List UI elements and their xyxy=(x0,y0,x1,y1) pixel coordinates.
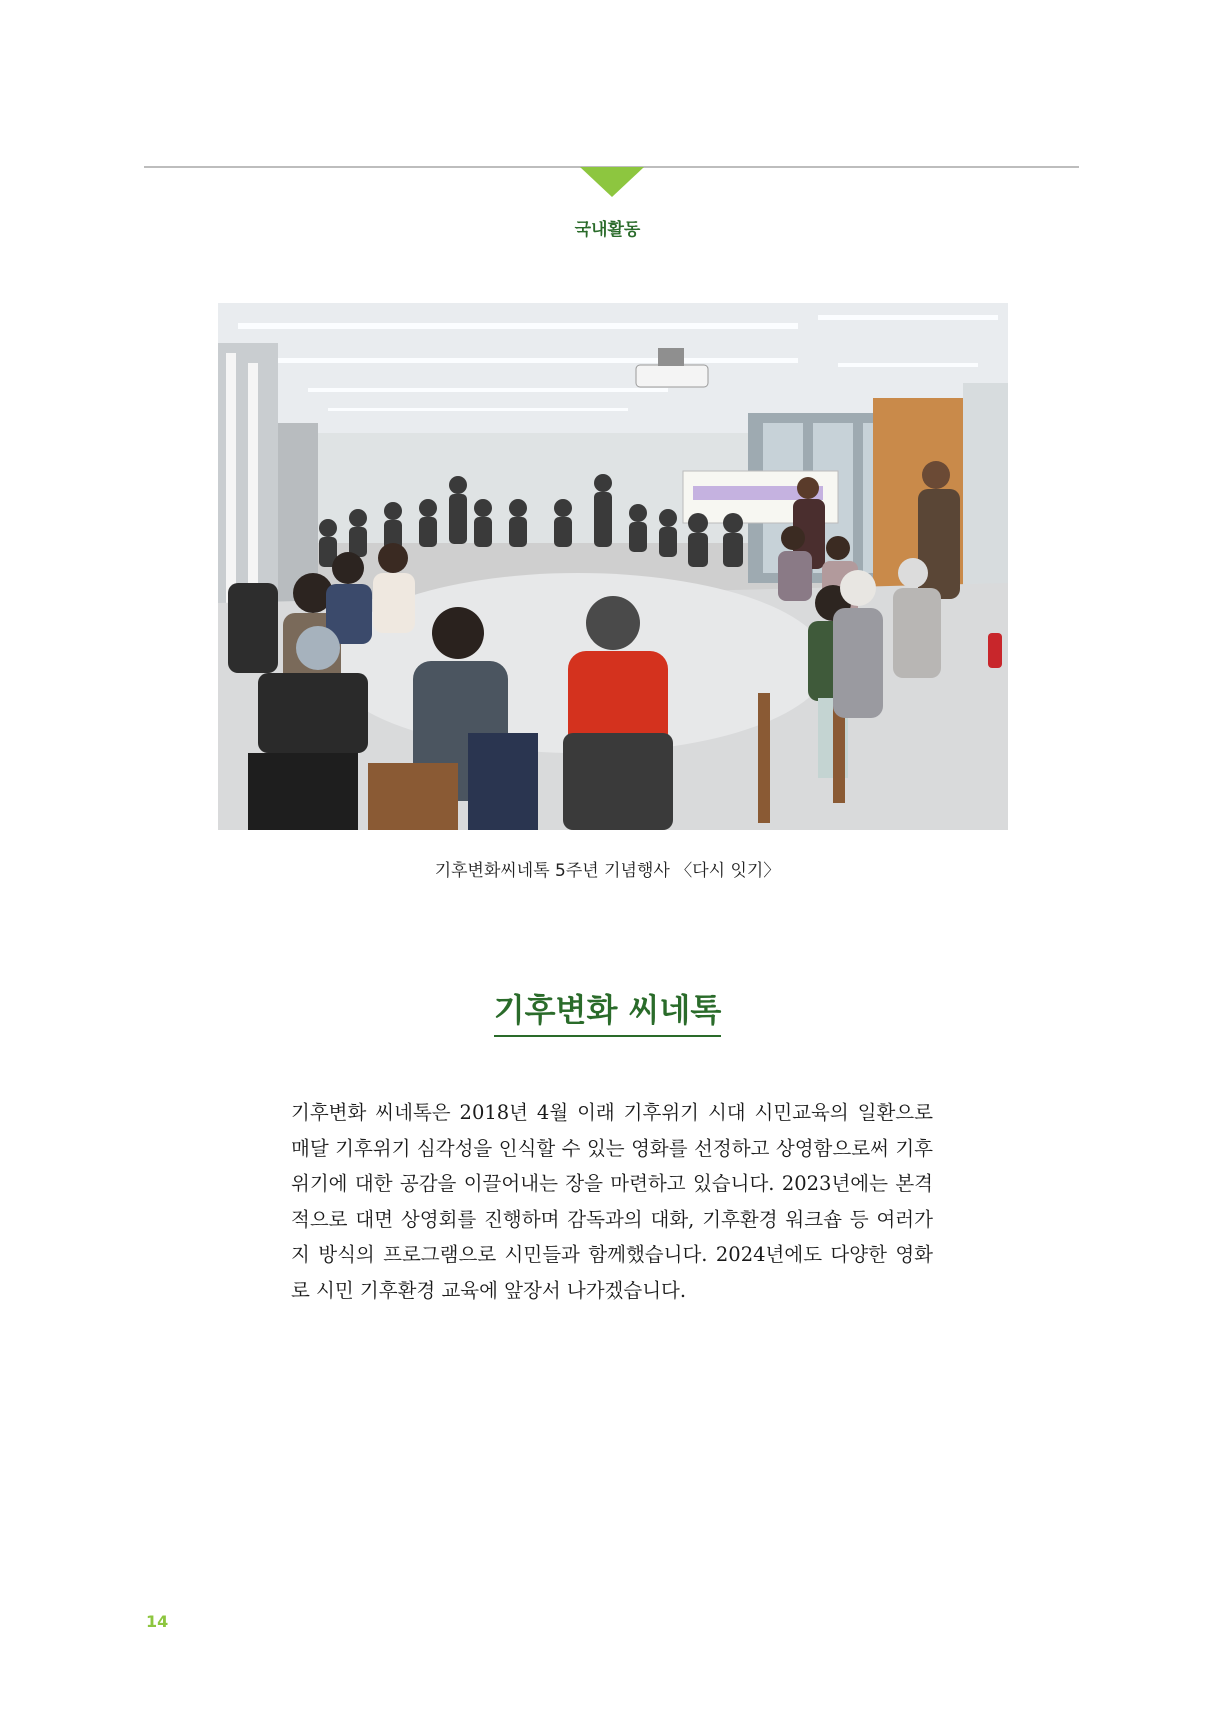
section-label: 국내활동 xyxy=(574,220,641,240)
page-number: 14 xyxy=(146,1612,169,1631)
article-title-wrapper xyxy=(0,985,1215,1037)
article-title: 기후변화 씨네톡 xyxy=(494,985,722,1037)
photo-caption: 기후변화씨네톡 5주년 기념행사 〈다시 잇기〉 xyxy=(434,861,781,881)
event-photo xyxy=(218,303,1008,830)
header-triangle-marker xyxy=(580,167,644,197)
article-body: 기후변화 씨네톡은 2018년 4월 이래 기후위기 시대 시민교육의 일환으로 매달 기후위기 심각성을 인식할 수 있는 영화를 선정하고 상영함으로써 기후위기에 대한 공감을 이끌어내는 장을 마련하고 있습니다. 2023년에는 본격적으로 대면 상영회를 진행하며 감독과의 대화, 기후환경 워크숍 등 여러가지 방식의 프로그램으로 시민들과 함께했습니다. 2024년에도 다양한 영화로 시민 기후환경 교육에 앞장서 나가겠습니다. xyxy=(291,1101,933,1302)
